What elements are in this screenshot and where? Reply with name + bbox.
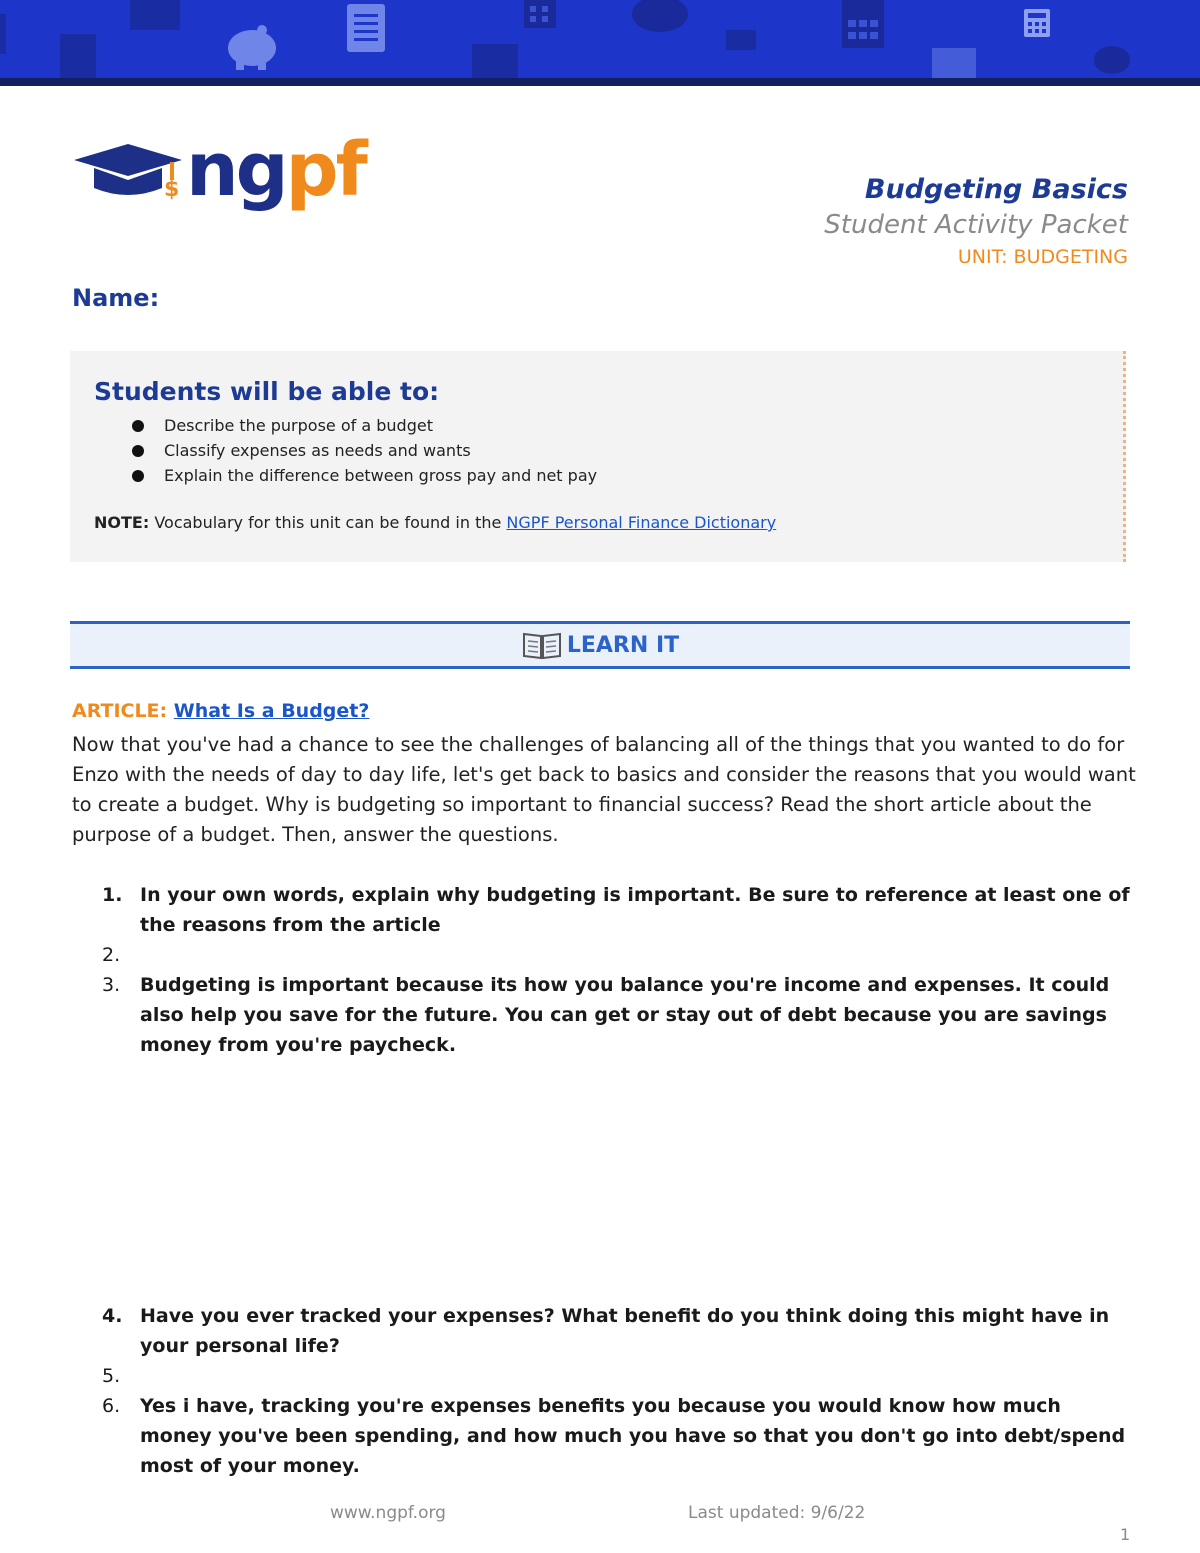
calculator-icon: [522, 0, 558, 30]
name-label: Name:: [72, 284, 160, 312]
footer-url: www.ngpf.org: [330, 1503, 446, 1523]
answer-item[interactable]: [102, 970, 1132, 1060]
question-text: Have you ever tracked your expenses? What benefit do you think doing this might have in your personal life?: [140, 1305, 1110, 1357]
document-icon: [60, 34, 96, 78]
folder-icon: [0, 14, 6, 54]
objectives-heading: Students will be able to:: [94, 377, 440, 406]
vocabulary-note: [94, 513, 776, 532]
document-icon: [345, 2, 387, 54]
question-number: 6.: [102, 1395, 121, 1417]
document-subtitle: Student Activity Packet: [824, 210, 1128, 240]
answer-text: Yes i have, tracking you're expenses benefits you because you would know how much money you've been spending, and how much you have so that you don't go into debt/spend most of your money.: [140, 1395, 1126, 1477]
unit-label: UNIT: BUDGETING: [957, 246, 1128, 268]
question-list-b: [102, 1301, 1132, 1481]
question-item: [102, 880, 1132, 940]
calculator-icon: [840, 0, 886, 50]
calculator-icon: [1022, 8, 1052, 38]
document-title: Budgeting Basics: [864, 174, 1128, 205]
question-list-a: [102, 880, 1132, 1060]
objective-item: Describe the purpose of a budget: [132, 413, 597, 438]
dictionary-link[interactable]: NGPF Personal Finance Dictionary: [506, 513, 777, 532]
banner-stripe: [0, 78, 1200, 86]
answer-item-empty[interactable]: [102, 1361, 1132, 1391]
article-line: [72, 700, 369, 722]
answer-text: Budgeting is important because its how you balance you're income and expenses. It could also help you save for the future. You can get or stay out of debt because you are savings money from you're paycheck.: [140, 974, 1110, 1056]
objective-item: Classify expenses as needs and wants: [132, 438, 597, 463]
article-body: Now that you've had a chance to see the challenges of balancing all of the things that you wanted to do for Enzo with the needs of day to day life, let's get back to basics and consider the reasons that you would want to create a budget. Why is budgeting so important to financial success? Read the short article about the purpose of a budget. Then, answer the questions.: [72, 733, 1136, 846]
objective-item: Explain the difference between gross pay and net pay: [132, 463, 597, 488]
learn-it-label: LEARN IT: [566, 632, 680, 658]
folder-icon: [130, 0, 180, 30]
logo-text-pf: pf: [285, 127, 365, 213]
piggy-bank-icon: [222, 20, 282, 70]
folder-icon: [726, 30, 756, 50]
note-label: NOTE:: [94, 513, 150, 532]
question-item: [102, 1301, 1132, 1361]
question-number: 5.: [102, 1365, 121, 1387]
article-label: ARTICLE:: [72, 700, 168, 722]
title-block: [824, 172, 1128, 272]
page-number: 1: [1120, 1525, 1131, 1544]
dollar-sign-icon: $: [164, 177, 180, 202]
question-number: 1.: [102, 884, 123, 906]
folder-icon: [472, 44, 518, 78]
piggy-bank-icon: [1090, 40, 1134, 76]
question-number: 4.: [102, 1305, 123, 1327]
logo-text-ng: ng: [186, 127, 286, 213]
article-link[interactable]: What Is a Budget?: [173, 700, 370, 722]
answer-item-empty[interactable]: [102, 940, 1132, 970]
answer-item[interactable]: [102, 1391, 1132, 1481]
note-text: Vocabulary for this unit can be found in the: [149, 513, 507, 532]
objectives-box: [70, 351, 1126, 562]
footer-last-updated: Last updated: 9/6/22: [688, 1503, 866, 1523]
objectives-list: [132, 413, 597, 488]
folder-icon: [932, 48, 976, 78]
logo-wordmark: [186, 127, 365, 213]
question-number: 3.: [102, 974, 121, 996]
header-banner: [0, 0, 1200, 78]
question-number: 2.: [102, 944, 121, 966]
learn-it-section-header: [70, 621, 1130, 669]
piggy-bank-icon: [628, 0, 692, 36]
question-text: In your own words, explain why budgeting is important. Be sure to reference at least one of the reasons from the article: [140, 884, 1130, 936]
book-icon: [521, 630, 563, 660]
